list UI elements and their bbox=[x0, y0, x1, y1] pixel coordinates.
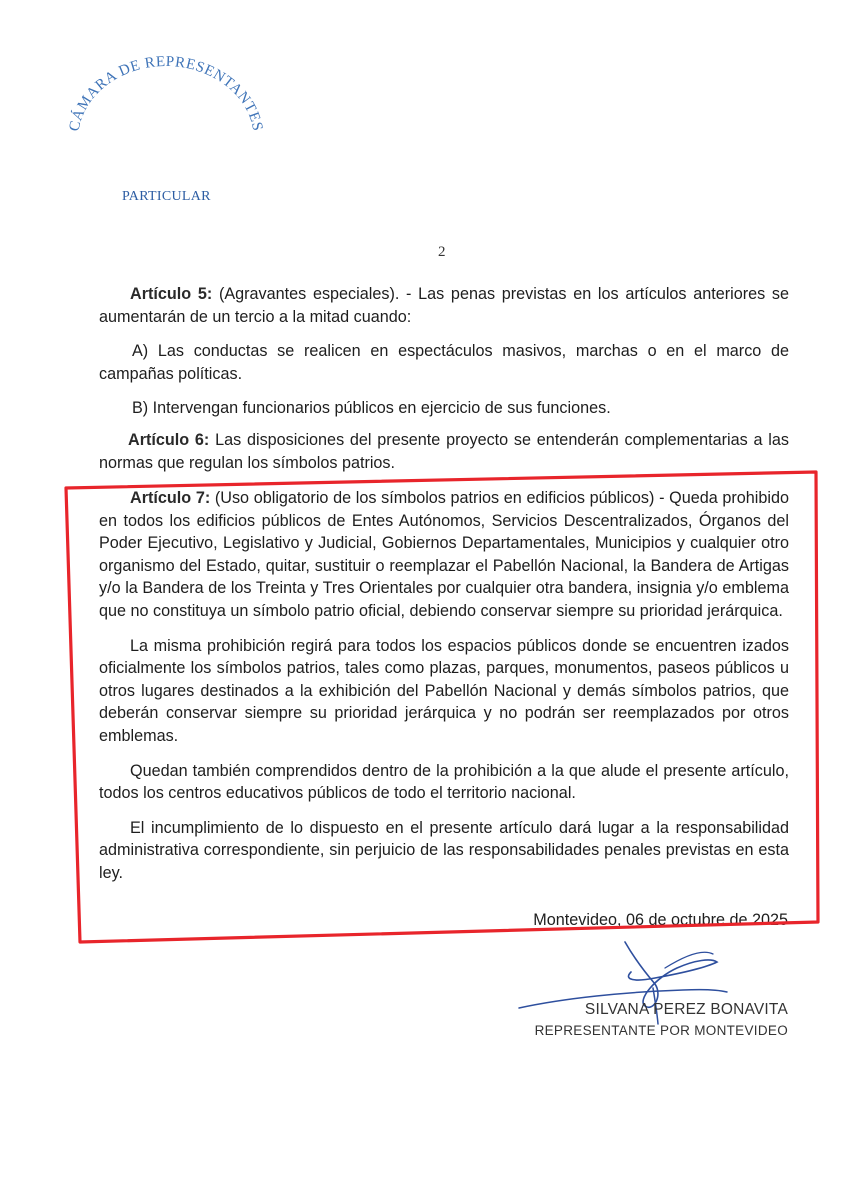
chamber-seal bbox=[66, 50, 266, 160]
article-7-paragraph-1 bbox=[99, 487, 789, 623]
date-line: Montevideo, 06 de octubre de 2025 bbox=[533, 911, 788, 929]
article-6-text: Las disposiciones del presente proyecto se entenderán complementarias a las normas que regulan los símbolos patrios. bbox=[99, 431, 789, 472]
article-7-paragraph-4: El incumplimiento de lo dispuesto en el presente artículo dará lugar a la responsabilidad administrativa correspondiente, sin perjuicio de las responsabilidades penales previstas en esta ley. bbox=[99, 818, 789, 882]
article-6-paragraph bbox=[99, 429, 789, 474]
seal-graphic bbox=[66, 50, 266, 160]
signer-title: REPRESENTANTE POR MONTEVIDEO bbox=[534, 1023, 788, 1038]
article-5-intro-text: (Agravantes especiales). - Las penas previstas en los artículos anteriores se aumentarán de un tercio a la mitad cuando: bbox=[99, 285, 790, 326]
page-number: 2 bbox=[438, 244, 446, 260]
classification-label: PARTICULAR bbox=[122, 189, 211, 204]
article-5-intro bbox=[99, 283, 789, 328]
seal-text: CÁMARA DE REPRESENTANTES bbox=[66, 53, 266, 133]
article-5-item-b: B) Intervengan funcionarios públicos en ejercicio de sus funciones. bbox=[132, 399, 611, 418]
article-5-title: Artículo 5: bbox=[130, 285, 213, 303]
article-7-paragraph-3: Quedan también comprendidos dentro de la prohibición a la que alude el presente artículo, todos los centros educativos públicos de todo el territorio nacional. bbox=[99, 761, 789, 803]
article-6 bbox=[99, 429, 789, 474]
article-7-p1-text: (Uso obligatorio de los símbolos patrios en edificios públicos) - Queda prohibido en todos los edificios públicos de Entes Autónomos, Servicios Descentralizados, Órganos del Poder Ejecutivo, Legislativo y Judicial, Gobiernos Departamentales, Municipios y cualquier otro organismo del Estado, quitar, sustituir o reemplazar el Pabellón Nacional, la Bandera de Artigas y/o la Bandera de los Treinta y Tres Orientales por cualquier otra bandera, insignia y/o emblema que no constituya un símbolo patrio oficial, debiendo conservar siempre su prioridad jerárquica. bbox=[99, 489, 789, 620]
article-5 bbox=[99, 283, 789, 420]
article-7-paragraph-2: La misma prohibición regirá para todos los espacios públicos donde se encuentren izados oficialmente los símbolos patrios, tales como plazas, parques, monumentos, paseos públicos u otros lugares destinados a la exhibición del Pabellón Nacional y demás símbolos patrios, que deberán conservar siempre su prioridad jerárquica y no podrán ser reemplazados por otros emblemas. bbox=[99, 636, 789, 745]
signer-name: SILVANA PEREZ BONAVITA bbox=[584, 1001, 788, 1018]
article-7 bbox=[99, 487, 789, 885]
article-6-title: Artículo 6: bbox=[128, 431, 210, 449]
article-5-item-a: A) Las conductas se realicen en espectáculos masivos, marchas o en el marco de campañas políticas. bbox=[99, 342, 789, 383]
article-7-title: Artículo 7: bbox=[130, 489, 211, 507]
